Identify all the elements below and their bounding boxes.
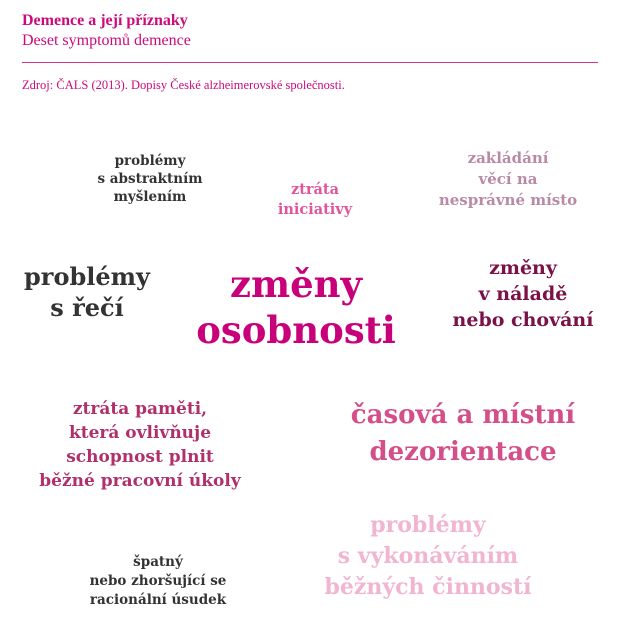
symptom-line: schopnost plnit [66,447,214,467]
symptom-loss-of-initiative [278,180,352,220]
symptom-line: osobnosti [196,308,396,352]
symptom-line: ztráta paměti, [72,399,208,419]
symptom-line: problémy [24,262,150,291]
symptom-line: věcí na [478,170,538,188]
symptom-line: která ovlivňuje [68,423,212,443]
symptom-line: zakládání [467,149,549,167]
symptom-line: dezorientace [369,437,557,467]
symptom-line: problémy [370,512,486,538]
symptom-line: časová a místní [350,400,576,430]
symptom-line: s řečí [50,293,124,322]
symptom-poor-judgment [90,553,227,610]
symptom-abstract-thinking [97,152,202,206]
symptom-misplacing-things [439,148,577,211]
symptom-line: problémy [114,153,186,169]
symptom-daily-tasks-difficulty [324,510,531,603]
symptom-line: iniciativy [277,201,353,218]
symptom-line: racionální úsudek [89,592,227,608]
symptom-line: nesprávné místo [438,191,578,209]
symptom-memory-loss [39,397,240,493]
symptom-line: nebo zhoršující se [89,573,227,589]
symptom-line: myšlením [113,189,187,205]
symptom-line: s abstraktním [97,171,203,187]
symptom-line: s vykonáváním [337,543,519,569]
symptom-personality-changes [196,261,396,353]
page-title: Demence a její příznaky [22,12,188,29]
header [22,10,598,51]
symptom-line: změny [229,262,363,306]
symptom-language-problems [24,261,150,323]
symptom-line: ztráta [290,181,340,198]
symptom-line: v náladě [478,283,568,305]
symptom-line: běžné pracovní úkoly [39,471,241,491]
source-citation: Zdroj: ČALS (2013). Dopisy České alzheimerovské společnosti. [22,78,345,92]
symptom-line: špatný [133,554,183,570]
symptom-line: běžných činností [324,574,532,600]
header-divider [22,62,598,63]
symptom-line: změny [489,257,557,279]
symptom-disorientation [351,397,575,471]
page-subtitle: Deset symptomů demence [22,32,191,49]
symptom-mood-behavior-changes [453,255,594,333]
symptom-line: nebo chování [452,309,594,331]
